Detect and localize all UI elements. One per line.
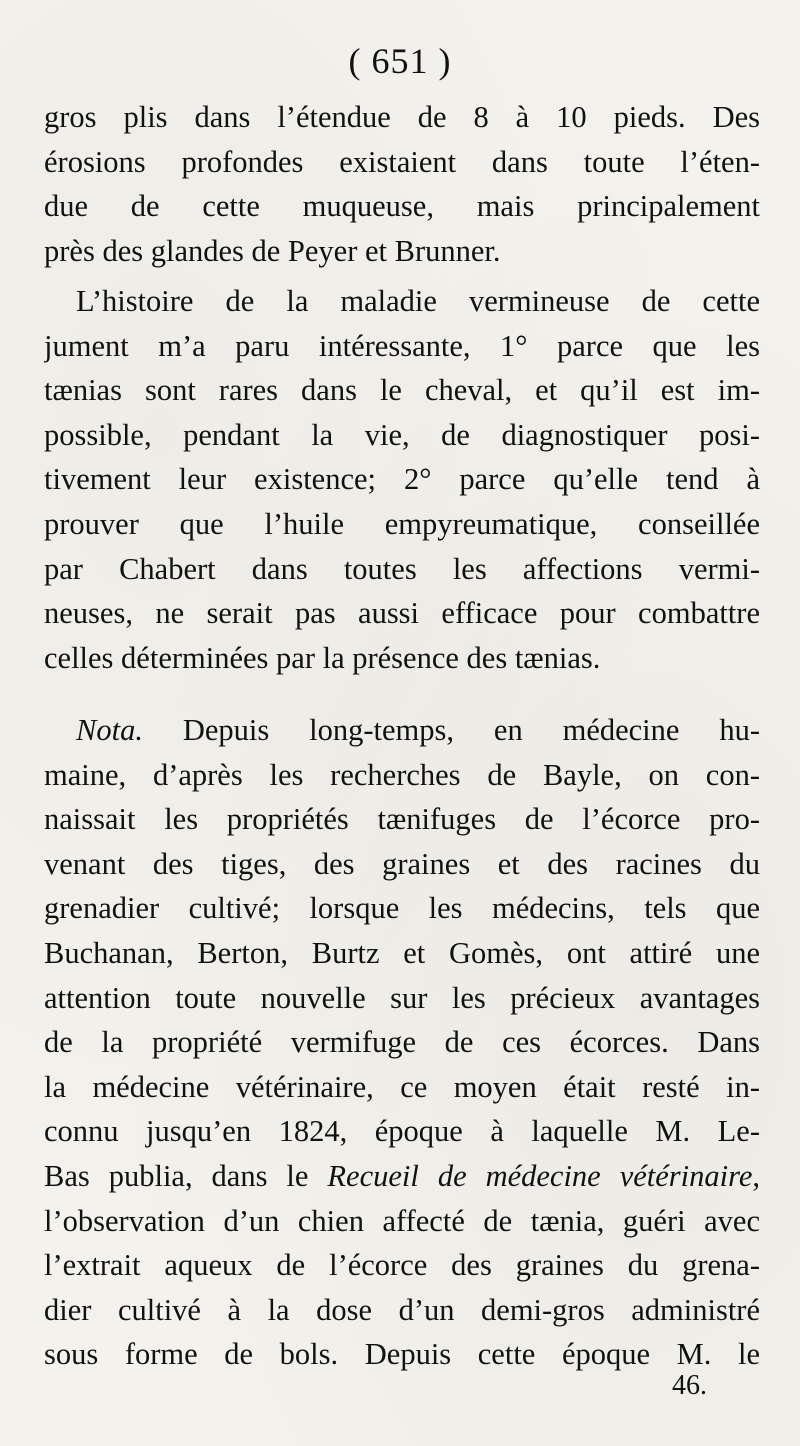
text-line: par Chabert dans toutes les affections vermi-: [44, 551, 760, 586]
text-line: connu jusqu’en 1824, époque à laquelle M. Le-: [44, 1114, 760, 1149]
text-line: venant des tiges, des graines et des racines du: [44, 846, 760, 881]
text-line: maine, d’après les recherches de Bayle, on con-: [44, 757, 760, 792]
signature-mark: 46.: [672, 1370, 707, 1401]
text-line: tivement leur existence; 2° parce qu’elle tend à: [44, 462, 760, 497]
nota-first-line: Depuis long-temps, en médecine hu-: [142, 713, 760, 747]
text-line: celles déterminées par la présence des tænias.: [44, 640, 601, 675]
text-line: prouver que l’huile empyreumatique, conseillée: [44, 506, 760, 541]
text-line: [44, 708, 760, 753]
paragraph-histoire: [44, 279, 760, 680]
recueil-title: Recueil de médecine vétérinaire: [327, 1158, 753, 1193]
text-line: neuses, ne serait pas aussi efficace pour combattre: [44, 596, 760, 631]
text-line: tænias sont rares dans le cheval, et qu’il est im-: [44, 373, 760, 408]
text-line: gros plis dans l’étendue de 8 à 10 pieds. Des: [44, 100, 760, 134]
text-line: jument m’a paru intéressante, 1° parce que les: [44, 328, 760, 363]
text-line: l’extrait aqueux de l’écorce des graines du grena-: [44, 1248, 760, 1283]
text-line: près des glandes de Peyer et Brunner.: [44, 233, 501, 268]
recueil-line-start: Bas publia, dans le: [44, 1158, 328, 1193]
text-line: érosions profondes existaient dans toute l’éten-: [44, 144, 760, 179]
paragraph-nota: [44, 708, 760, 1377]
nota-label: Nota.: [76, 713, 143, 747]
text-line: attention toute nouvelle sur les précieux avantages: [44, 980, 760, 1015]
text-line: de la propriété vermifuge de ces écorces. Dans: [44, 1025, 760, 1060]
text-line: la médecine vétérinaire, ce moyen était resté in-: [44, 1069, 760, 1104]
text-line: sous forme de bols. Depuis cette époque M. le: [44, 1337, 760, 1372]
text-line: l’observation d’un chien affecté de tænia, guéri avec: [44, 1203, 760, 1238]
text-line: naissait les propriétés tænifuges de l’écorce pro-: [44, 802, 760, 837]
text-line: possible, pendant la vie, de diagnostiquer posi-: [44, 417, 760, 452]
text-line: dier cultivé à la dose d’un demi-gros administré: [44, 1292, 760, 1327]
text-line: Buchanan, Berton, Burtz et Gomès, ont attiré une: [44, 935, 760, 970]
text-line: L’histoire de la maladie vermineuse de cette: [76, 284, 760, 318]
page-number: ( 651 ): [348, 41, 452, 81]
text-line: due de cette muqueuse, mais principalement: [44, 189, 760, 224]
text-line: grenadier cultivé; lorsque les médecins, tels que: [44, 891, 760, 926]
paragraph-continuation: [44, 95, 760, 273]
text-line: [44, 1154, 760, 1199]
recueil-line-end: ,: [752, 1158, 760, 1193]
